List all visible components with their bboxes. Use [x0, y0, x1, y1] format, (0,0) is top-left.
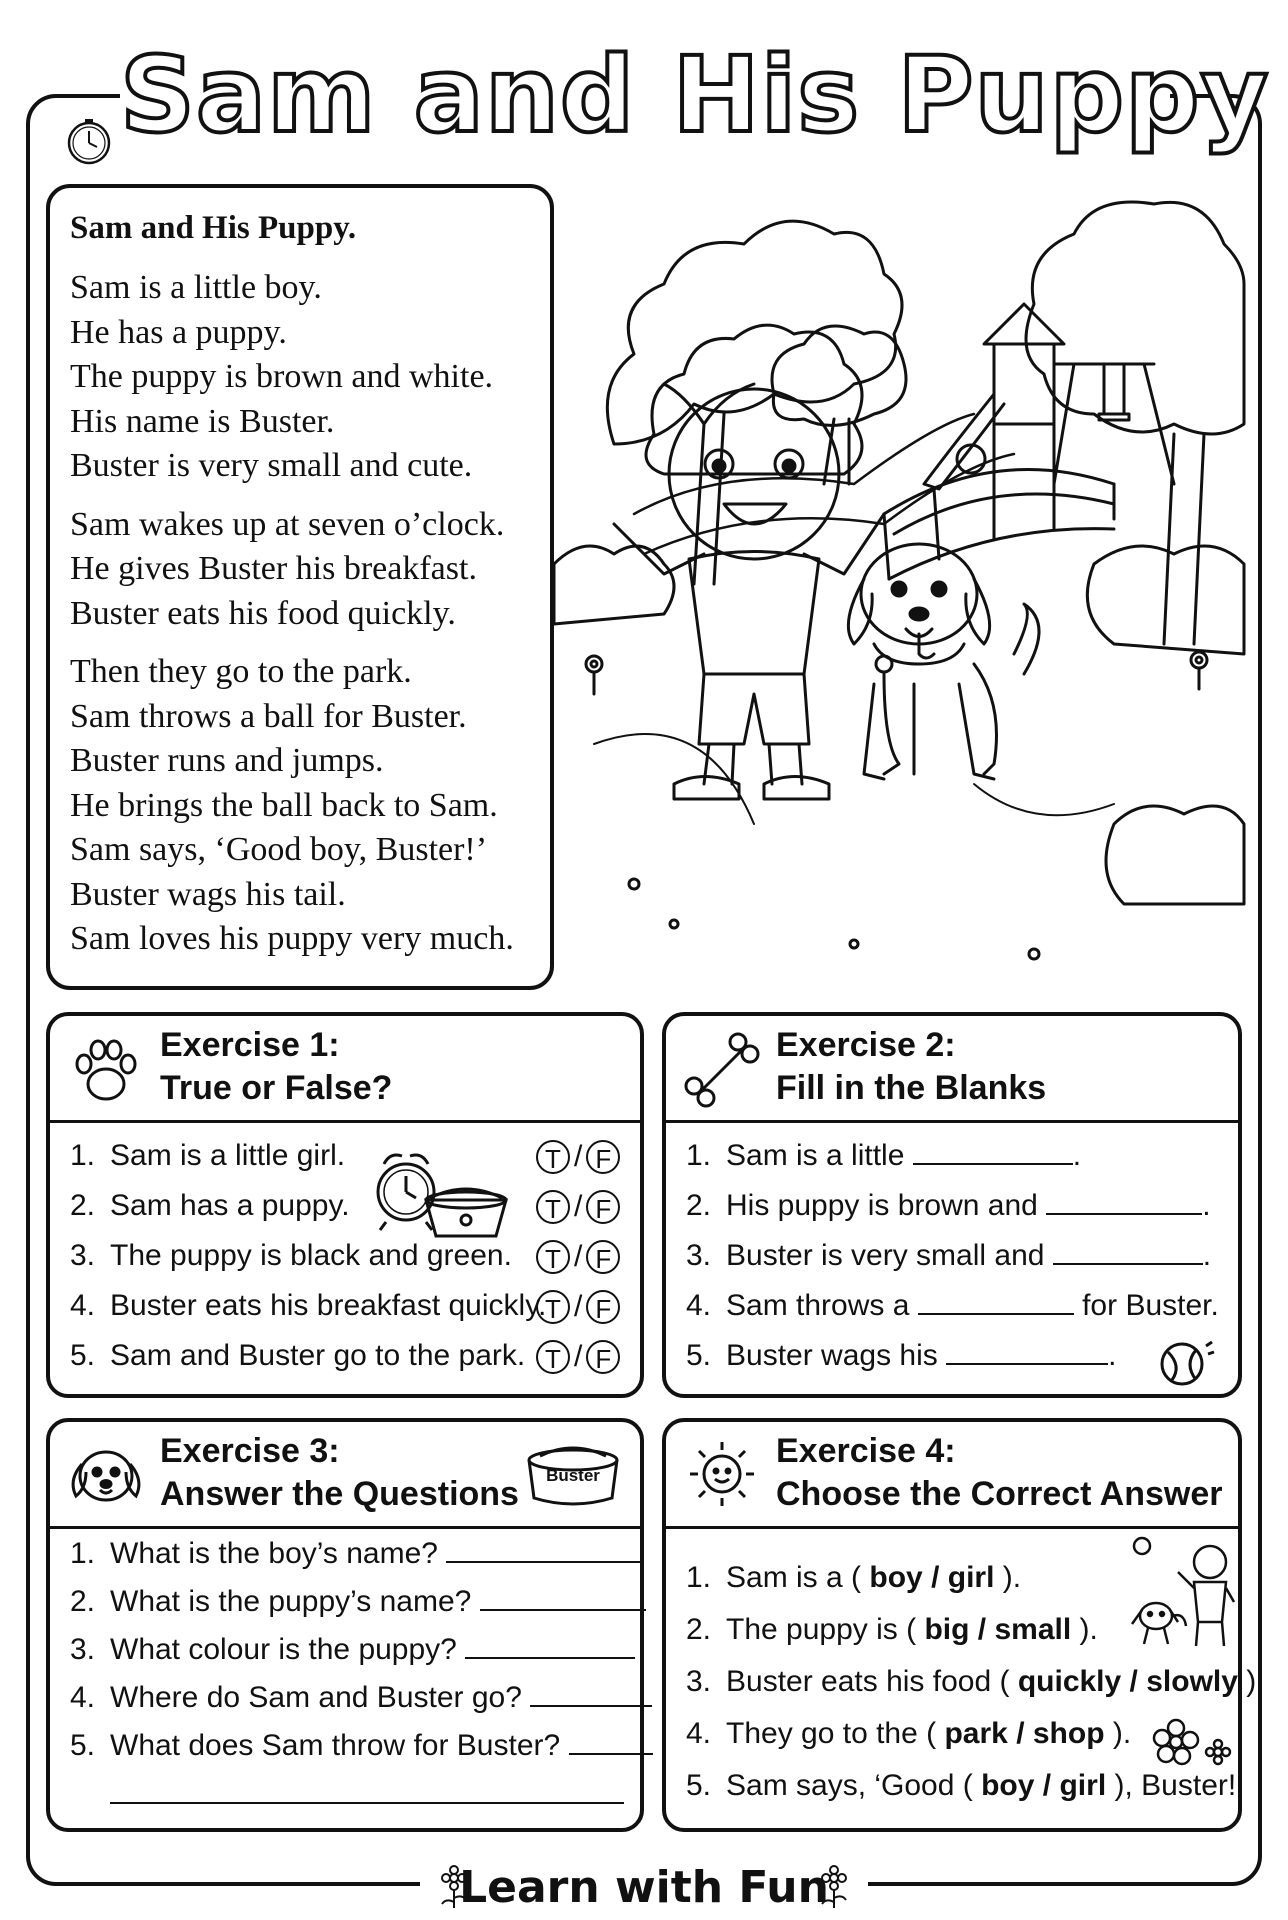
- park-illustration: [554, 184, 1244, 990]
- item-number: 4.: [686, 1717, 712, 1750]
- story-line: Buster runs and jumps.: [70, 742, 384, 779]
- playground: [924, 304, 1174, 489]
- story-paragraph-1: [70, 266, 532, 489]
- item-number: 1.: [686, 1139, 712, 1172]
- true-false-row: [536, 1186, 620, 1227]
- page-title: Sam and His Puppy: [120, 34, 1270, 156]
- story-line: Buster wags his tail.: [70, 875, 346, 913]
- flower: [586, 656, 602, 694]
- path-edge: [594, 734, 1114, 824]
- story-line: Sam wakes up at seven o’clock.: [70, 505, 505, 543]
- item-text: The puppy is (: [726, 1613, 917, 1646]
- story-line: His name is Buster.: [70, 402, 335, 440]
- false-option[interactable]: F: [586, 1190, 620, 1224]
- answer-blank[interactable]: [530, 1685, 652, 1707]
- story-line: Sam throws a ball for Buster.: [70, 697, 467, 735]
- item-text-end: for Buster.: [1082, 1289, 1219, 1322]
- clock-icon: [64, 116, 114, 166]
- bush: [1106, 806, 1244, 904]
- bowl-icon: [520, 1440, 626, 1512]
- choice-option[interactable]: small: [994, 1613, 1072, 1646]
- item-text-end: .: [1202, 1239, 1212, 1272]
- choice-separator: /: [931, 1561, 940, 1594]
- answer-blank-continuation[interactable]: [110, 1774, 624, 1804]
- list-item: [686, 1336, 1116, 1376]
- true-option[interactable]: T: [536, 1190, 570, 1224]
- choice-option[interactable]: girl: [1059, 1769, 1107, 1802]
- item-number: 2.: [70, 1585, 96, 1618]
- title-banner: [120, 20, 1270, 170]
- story-line: Buster is very small and cute.: [70, 447, 473, 484]
- story-line: Buster eats his food quickly.: [70, 594, 456, 632]
- choice-option[interactable]: park: [944, 1717, 1008, 1750]
- list-item: [686, 1236, 1211, 1276]
- separator: /: [574, 1240, 583, 1274]
- story-paragraph-2: [70, 503, 532, 637]
- list-item: [70, 1534, 644, 1574]
- footer-text: Learn with Fun: [459, 1862, 829, 1913]
- exercise-2-subtitle: Fill in the Blanks: [776, 1069, 1047, 1107]
- true-false-row: [536, 1286, 620, 1327]
- flower: [1191, 652, 1207, 689]
- story-line: He gives Buster his breakfast.: [70, 550, 477, 587]
- item-text: Sam throws a: [726, 1289, 910, 1322]
- item-text: Sam is a (: [726, 1561, 862, 1594]
- food-bowl-icon: [420, 1176, 512, 1246]
- item-text: Sam is a little girl.: [110, 1139, 346, 1172]
- item-text: Sam says, ‘Good (: [726, 1769, 973, 1802]
- story-line: Then they go to the park.: [70, 653, 412, 690]
- item-number: 5.: [70, 1729, 96, 1762]
- item-text-end: ).: [1079, 1613, 1098, 1646]
- item-number: 5.: [70, 1339, 96, 1372]
- exercise-3-title: [160, 1430, 519, 1516]
- true-option[interactable]: T: [536, 1140, 570, 1174]
- story-line: He has a puppy.: [70, 313, 287, 351]
- list-item: [70, 1582, 646, 1622]
- list-item: [70, 1726, 653, 1766]
- answer-blank[interactable]: [946, 1343, 1108, 1365]
- flower-icon: [812, 1864, 856, 1912]
- exercise-4-subtitle: Choose the Correct Answer: [776, 1475, 1223, 1513]
- item-number: 5.: [686, 1769, 712, 1802]
- item-number: 2.: [70, 1189, 96, 1222]
- list-item: [686, 1186, 1211, 1226]
- item-number: 3.: [70, 1633, 96, 1666]
- true-false-row: [536, 1336, 620, 1377]
- item-number: 5.: [686, 1339, 712, 1372]
- separator: /: [574, 1140, 583, 1174]
- item-text-end: ).: [1112, 1717, 1132, 1750]
- item-number: 3.: [686, 1239, 712, 1272]
- item-number: 3.: [70, 1239, 96, 1272]
- item-text: Where do Sam and Buster go?: [110, 1681, 522, 1714]
- false-option[interactable]: F: [586, 1340, 620, 1374]
- list-item: [70, 1630, 635, 1670]
- list-item: [686, 1558, 1021, 1598]
- false-option[interactable]: F: [586, 1140, 620, 1174]
- story-heading: Sam and His Puppy.: [70, 210, 357, 246]
- item-text-end: ).: [1002, 1561, 1022, 1594]
- story-line: Sam says, ‘Good boy, Buster!’: [70, 831, 488, 868]
- exercise-1-label: Exercise 1:: [160, 1026, 340, 1064]
- answer-blank[interactable]: [446, 1541, 644, 1563]
- true-option[interactable]: T: [536, 1290, 570, 1324]
- exercise-1-subtitle: True or False?: [160, 1069, 393, 1107]
- list-item: [70, 1136, 345, 1176]
- bowl-label: Buster: [546, 1466, 600, 1485]
- boy-figure: [614, 325, 884, 799]
- choice-option[interactable]: girl: [947, 1561, 995, 1594]
- choice-option[interactable]: big: [924, 1613, 970, 1646]
- exercise-3-header: [50, 1422, 640, 1529]
- separator: /: [574, 1340, 583, 1374]
- story-box: [46, 184, 554, 990]
- ball-icon: [1156, 1336, 1216, 1388]
- item-number: 2.: [686, 1189, 712, 1222]
- exercise-4-header: [666, 1422, 1238, 1529]
- item-text: They go to the (: [726, 1717, 937, 1750]
- item-number: 4.: [70, 1681, 96, 1714]
- item-text: Sam is a little: [726, 1139, 905, 1172]
- exercise-4-label: Exercise 4:: [776, 1432, 956, 1470]
- exercise-1-header: [50, 1016, 640, 1123]
- item-text: Sam has a puppy.: [110, 1189, 350, 1222]
- choice-separator: /: [1129, 1665, 1138, 1698]
- paw-print-icon: [64, 1028, 148, 1108]
- item-text: What colour is the puppy?: [110, 1633, 457, 1666]
- exercise-2-label: Exercise 2:: [776, 1026, 956, 1064]
- item-text: What is the puppy’s name?: [110, 1585, 472, 1618]
- list-item: [70, 1336, 525, 1376]
- flower-icon: [1136, 1712, 1236, 1772]
- sun-icon: [680, 1434, 764, 1514]
- true-false-row: [536, 1236, 620, 1277]
- item-text-end: ), Buster!’: [1114, 1769, 1243, 1802]
- bone-icon: [680, 1028, 764, 1108]
- item-text: Sam and Buster go to the park.: [110, 1339, 526, 1372]
- puppy-figure: [848, 544, 1039, 779]
- list-item: [70, 1186, 350, 1226]
- list-item: [686, 1662, 1265, 1702]
- choice-option[interactable]: quickly: [1017, 1665, 1122, 1698]
- separator: /: [574, 1190, 583, 1224]
- item-number: 4.: [686, 1289, 712, 1322]
- answer-blank[interactable]: [918, 1293, 1074, 1315]
- story-line: He brings the ball back to Sam.: [70, 786, 498, 824]
- item-text: Buster is very small and: [726, 1239, 1045, 1272]
- separator: /: [574, 1290, 583, 1324]
- exercise-1-box: [46, 1012, 644, 1398]
- answer-blank[interactable]: [1053, 1243, 1203, 1265]
- list-item: [686, 1766, 1243, 1806]
- boy-and-puppy-icon: [1122, 1532, 1238, 1652]
- item-text: His puppy is brown and: [726, 1189, 1038, 1222]
- choice-separator: /: [977, 1613, 987, 1646]
- item-text-end: .: [1108, 1339, 1117, 1372]
- exercise-2-title: [776, 1024, 1046, 1110]
- item-text-end: .: [1072, 1139, 1082, 1172]
- footer: [0, 1858, 1288, 1918]
- item-text: Buster wags his: [726, 1339, 938, 1372]
- item-text: What is the boy’s name?: [110, 1537, 438, 1570]
- exercise-3-box: [46, 1418, 644, 1832]
- item-text-end: ).: [1246, 1665, 1265, 1698]
- choice-option[interactable]: boy: [869, 1561, 923, 1594]
- answer-blank[interactable]: [1046, 1193, 1202, 1215]
- story-paragraph-3: [70, 650, 532, 962]
- exercise-4-box: [662, 1418, 1265, 1832]
- item-number: 2.: [686, 1613, 712, 1646]
- choice-separator: /: [1042, 1769, 1052, 1802]
- true-option[interactable]: T: [536, 1340, 570, 1374]
- answer-blank[interactable]: [465, 1637, 635, 1659]
- tree-left: [607, 221, 902, 584]
- item-text: What does Sam throw for Buster?: [110, 1729, 561, 1762]
- list-item: [686, 1714, 1131, 1754]
- story-line: Sam loves his puppy very much.: [70, 920, 514, 957]
- answer-blank[interactable]: [569, 1733, 653, 1755]
- item-number: 3.: [686, 1665, 712, 1698]
- false-option[interactable]: F: [586, 1290, 620, 1324]
- story-line: The puppy is brown and white.: [70, 358, 494, 395]
- item-number: 1.: [70, 1139, 96, 1172]
- list-item: [686, 1610, 1098, 1650]
- choice-option[interactable]: boy: [981, 1769, 1035, 1802]
- exercise-2-header: [666, 1016, 1238, 1123]
- list-item: [70, 1678, 652, 1718]
- list-item: [70, 1286, 546, 1326]
- exercise-3-subtitle: Answer the Questions: [160, 1475, 519, 1513]
- true-false-row: [536, 1136, 620, 1177]
- exercise-2-box: [662, 1012, 1242, 1398]
- list-item: [686, 1286, 1219, 1326]
- item-text: Buster eats his food (: [726, 1665, 1010, 1698]
- bridge: [884, 469, 1114, 579]
- exercise-4-title: [776, 1430, 1223, 1516]
- item-number: 1.: [686, 1561, 712, 1594]
- item-text: Buster eats his breakfast quickly.: [110, 1289, 547, 1322]
- answer-blank[interactable]: [480, 1589, 646, 1611]
- exercise-3-label: Exercise 3:: [160, 1432, 340, 1470]
- item-number: 1.: [70, 1537, 96, 1570]
- item-text: The puppy is black and green.: [110, 1239, 512, 1272]
- exercise-1-title: [160, 1024, 392, 1110]
- story-line: Sam is a little boy.: [70, 269, 322, 306]
- item-text-end: .: [1202, 1189, 1211, 1222]
- puppy-face-icon: [64, 1434, 148, 1514]
- list-item: [686, 1136, 1081, 1176]
- choice-option[interactable]: shop: [1032, 1717, 1105, 1750]
- answer-blank[interactable]: [913, 1143, 1073, 1165]
- bush: [554, 546, 674, 624]
- choice-option[interactable]: slowly: [1146, 1665, 1238, 1698]
- false-option[interactable]: F: [586, 1240, 620, 1274]
- true-option[interactable]: T: [536, 1240, 570, 1274]
- item-number: 4.: [70, 1289, 96, 1322]
- choice-separator: /: [1016, 1717, 1025, 1750]
- tree-right: [1026, 202, 1244, 644]
